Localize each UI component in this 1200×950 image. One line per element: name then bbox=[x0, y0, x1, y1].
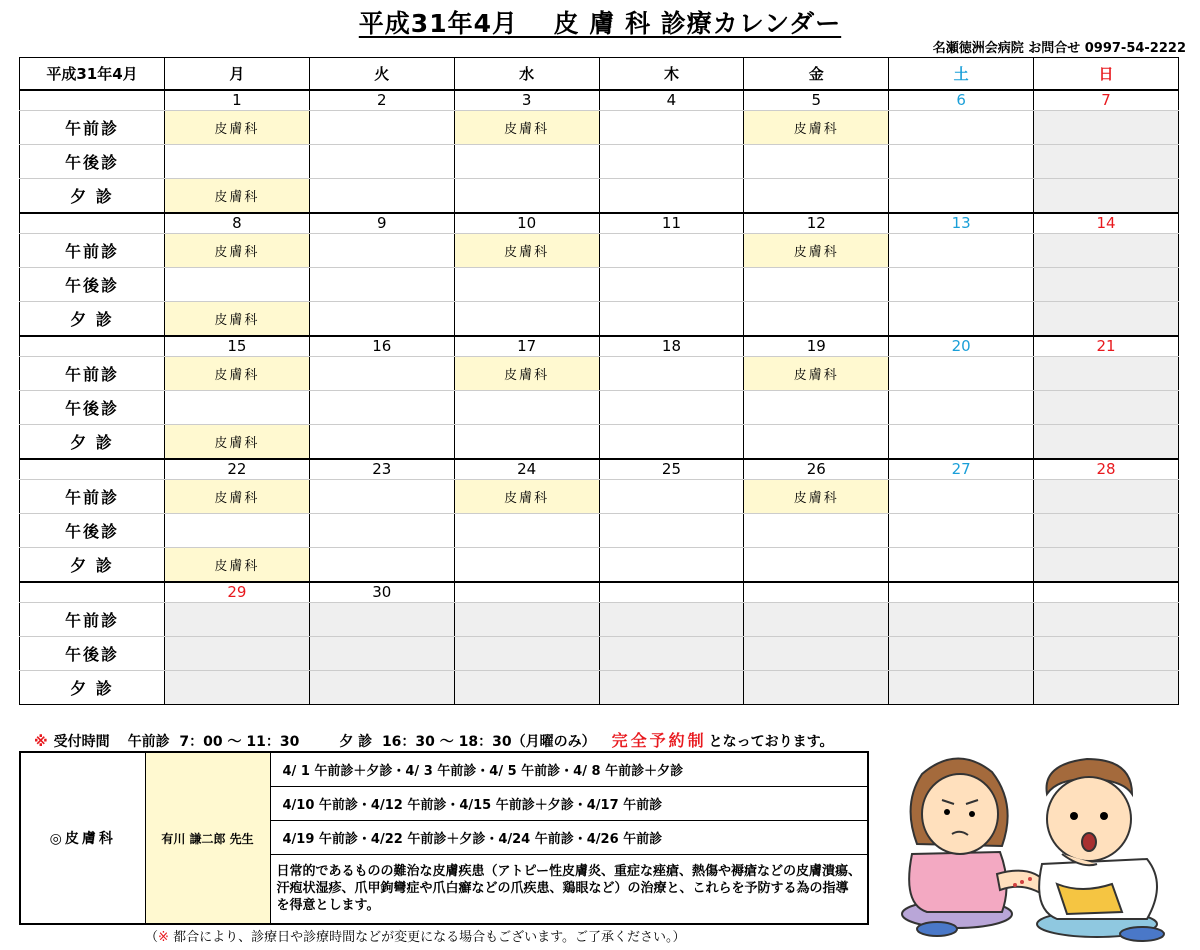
empty-cell bbox=[165, 391, 310, 425]
empty-cell bbox=[599, 145, 744, 179]
date-number bbox=[889, 582, 1034, 603]
empty-cell bbox=[309, 548, 454, 582]
clinic-open-cell: 皮膚科 bbox=[165, 548, 310, 582]
week-date-row bbox=[20, 90, 1179, 111]
date-number bbox=[599, 582, 744, 603]
closed-cell bbox=[454, 671, 599, 705]
clinic-open-cell: 皮膚科 bbox=[744, 111, 889, 145]
slot-row-morning bbox=[20, 111, 1179, 145]
session-label: 夕 診 bbox=[20, 425, 165, 459]
patients-illustration bbox=[882, 734, 1182, 944]
closed-cell bbox=[309, 671, 454, 705]
session-label: 午前診 bbox=[20, 111, 165, 145]
session-label: 午前診 bbox=[20, 603, 165, 637]
week-date-row bbox=[20, 582, 1179, 603]
row-label-blank bbox=[20, 582, 165, 603]
date-number: 19 bbox=[744, 336, 889, 357]
row-label-blank bbox=[20, 336, 165, 357]
clinic-open-cell: 皮膚科 bbox=[165, 179, 310, 213]
closed-cell bbox=[744, 603, 889, 637]
date-number: 26 bbox=[744, 459, 889, 480]
empty-cell bbox=[889, 302, 1034, 336]
empty-cell bbox=[165, 514, 310, 548]
slot-row-afternoon bbox=[20, 268, 1179, 302]
date-number: 20 bbox=[889, 336, 1034, 357]
session-label: 午後診 bbox=[20, 637, 165, 671]
empty-cell bbox=[889, 425, 1034, 459]
empty-cell bbox=[454, 145, 599, 179]
slot-row-evening bbox=[20, 179, 1179, 213]
date-number: 25 bbox=[599, 459, 744, 480]
calendar-header-row bbox=[20, 58, 1179, 90]
clinic-open-cell: 皮膚科 bbox=[454, 357, 599, 391]
empty-cell bbox=[599, 234, 744, 268]
slot-row-evening bbox=[20, 671, 1179, 705]
date-number: 1 bbox=[165, 90, 310, 111]
closed-cell bbox=[1034, 671, 1179, 705]
empty-cell bbox=[454, 425, 599, 459]
session-label: 夕 診 bbox=[20, 179, 165, 213]
slot-row-evening bbox=[20, 425, 1179, 459]
hours-tail: となっております。 bbox=[708, 734, 834, 750]
date-number: 7 bbox=[1034, 90, 1179, 111]
closed-cell bbox=[454, 637, 599, 671]
empty-cell bbox=[744, 514, 889, 548]
empty-cell bbox=[165, 268, 310, 302]
weekday-sat: 土 bbox=[889, 58, 1034, 90]
closed-cell bbox=[454, 603, 599, 637]
date-number: 2 bbox=[309, 90, 454, 111]
doctor-name: 有川 謙二郎 先生 bbox=[145, 752, 270, 924]
empty-cell bbox=[454, 268, 599, 302]
clinic-open-cell: 皮膚科 bbox=[454, 480, 599, 514]
empty-cell bbox=[889, 357, 1034, 391]
slot-row-evening bbox=[20, 302, 1179, 336]
empty-cell bbox=[744, 302, 889, 336]
note-mark: ※ bbox=[34, 734, 48, 750]
closed-cell bbox=[599, 637, 744, 671]
week-date-row bbox=[20, 459, 1179, 480]
slot-row-afternoon bbox=[20, 514, 1179, 548]
empty-cell bbox=[599, 480, 744, 514]
slot-row-morning bbox=[20, 480, 1179, 514]
empty-cell bbox=[744, 548, 889, 582]
empty-cell bbox=[599, 548, 744, 582]
hours-ev-label: 夕 診 bbox=[339, 734, 373, 750]
weekday-sun: 日 bbox=[1034, 58, 1179, 90]
date-number: 6 bbox=[889, 90, 1034, 111]
schedule-line: 4/ 1 午前診＋夕診・4/ 3 午前診・4/ 5 午前診・4/ 8 午前診＋夕診 bbox=[270, 752, 868, 786]
empty-cell bbox=[889, 234, 1034, 268]
empty-cell bbox=[599, 425, 744, 459]
date-number: 12 bbox=[744, 213, 889, 234]
closed-cell bbox=[1034, 145, 1179, 179]
closed-cell bbox=[165, 603, 310, 637]
slot-row-morning bbox=[20, 357, 1179, 391]
week-date-row bbox=[20, 336, 1179, 357]
page-title: 平成31年4月 皮 膚 科 診療カレンダー bbox=[358, 9, 842, 38]
empty-cell bbox=[889, 548, 1034, 582]
date-number: 11 bbox=[599, 213, 744, 234]
empty-cell bbox=[889, 145, 1034, 179]
weekday-tue: 火 bbox=[309, 58, 454, 90]
empty-cell bbox=[889, 111, 1034, 145]
clinic-open-cell: 皮膚科 bbox=[744, 357, 889, 391]
date-number bbox=[744, 582, 889, 603]
empty-cell bbox=[889, 268, 1034, 302]
woman-figure bbox=[902, 758, 1047, 936]
empty-cell bbox=[599, 302, 744, 336]
man-figure bbox=[1037, 759, 1164, 941]
closed-cell bbox=[1034, 179, 1179, 213]
empty-cell bbox=[744, 145, 889, 179]
schedule-line: 4/10 午前診・4/12 午前診・4/15 午前診＋夕診・4/17 午前診 bbox=[270, 786, 868, 820]
closed-cell bbox=[1034, 637, 1179, 671]
empty-cell bbox=[309, 425, 454, 459]
reservation-notice: 完全予約制 bbox=[611, 731, 707, 750]
closed-cell bbox=[1034, 111, 1179, 145]
date-number: 23 bbox=[309, 459, 454, 480]
empty-cell bbox=[309, 357, 454, 391]
date-number: 14 bbox=[1034, 213, 1179, 234]
date-number: 10 bbox=[454, 213, 599, 234]
clinic-open-cell: 皮膚科 bbox=[165, 425, 310, 459]
empty-cell bbox=[454, 302, 599, 336]
session-label: 午後診 bbox=[20, 268, 165, 302]
date-number bbox=[1034, 582, 1179, 603]
hours-label: 受付時間 bbox=[53, 734, 110, 750]
empty-cell bbox=[744, 179, 889, 213]
empty-cell bbox=[454, 179, 599, 213]
clinic-open-cell: 皮膚科 bbox=[165, 480, 310, 514]
closed-cell bbox=[1034, 234, 1179, 268]
closed-cell bbox=[165, 637, 310, 671]
clinic-open-cell: 皮膚科 bbox=[744, 480, 889, 514]
empty-cell bbox=[454, 391, 599, 425]
date-number: 22 bbox=[165, 459, 310, 480]
row-label-blank bbox=[20, 459, 165, 480]
empty-cell bbox=[309, 234, 454, 268]
weekday-thu: 木 bbox=[599, 58, 744, 90]
empty-cell bbox=[165, 145, 310, 179]
session-label: 午後診 bbox=[20, 514, 165, 548]
row-label-blank bbox=[20, 213, 165, 234]
closed-cell bbox=[1034, 548, 1179, 582]
empty-cell bbox=[599, 357, 744, 391]
closed-cell bbox=[1034, 268, 1179, 302]
week-date-row bbox=[20, 213, 1179, 234]
empty-cell bbox=[889, 391, 1034, 425]
date-number: 18 bbox=[599, 336, 744, 357]
empty-cell bbox=[454, 514, 599, 548]
date-number: 15 bbox=[165, 336, 310, 357]
clinic-open-cell: 皮膚科 bbox=[165, 234, 310, 268]
session-label: 午後診 bbox=[20, 145, 165, 179]
empty-cell bbox=[599, 268, 744, 302]
closed-cell bbox=[1034, 603, 1179, 637]
closed-cell bbox=[744, 637, 889, 671]
closed-cell bbox=[1034, 425, 1179, 459]
date-number: 24 bbox=[454, 459, 599, 480]
row-label-blank bbox=[20, 90, 165, 111]
date-number: 30 bbox=[309, 582, 454, 603]
empty-cell bbox=[889, 480, 1034, 514]
date-number: 16 bbox=[309, 336, 454, 357]
closed-cell bbox=[1034, 357, 1179, 391]
empty-cell bbox=[454, 548, 599, 582]
empty-cell bbox=[744, 425, 889, 459]
clinic-open-cell: 皮膚科 bbox=[454, 111, 599, 145]
empty-cell bbox=[309, 514, 454, 548]
session-label: 午前診 bbox=[20, 357, 165, 391]
weekday-mon: 月 bbox=[165, 58, 310, 90]
calendar-corner: 平成31年4月 bbox=[20, 58, 165, 90]
empty-cell bbox=[744, 391, 889, 425]
closed-cell bbox=[889, 637, 1034, 671]
date-number: 9 bbox=[309, 213, 454, 234]
clinic-open-cell: 皮膚科 bbox=[454, 234, 599, 268]
session-label: 午前診 bbox=[20, 480, 165, 514]
closed-cell bbox=[1034, 391, 1179, 425]
contact-info: 名瀬徳洲会病院 お問合せ 0997-54-2222 bbox=[932, 41, 1186, 56]
session-label: 午後診 bbox=[20, 391, 165, 425]
date-number: 28 bbox=[1034, 459, 1179, 480]
date-number: 13 bbox=[889, 213, 1034, 234]
closed-cell bbox=[599, 603, 744, 637]
date-number: 27 bbox=[889, 459, 1034, 480]
empty-cell bbox=[599, 179, 744, 213]
closed-cell bbox=[599, 671, 744, 705]
session-label: 午前診 bbox=[20, 234, 165, 268]
empty-cell bbox=[309, 391, 454, 425]
empty-cell bbox=[309, 145, 454, 179]
date-number: 17 bbox=[454, 336, 599, 357]
slot-row-afternoon bbox=[20, 637, 1179, 671]
empty-cell bbox=[309, 179, 454, 213]
hours-ev-time: 16：30 〜 18：30（月曜のみ） bbox=[381, 734, 596, 750]
closed-cell bbox=[744, 671, 889, 705]
slot-row-morning bbox=[20, 603, 1179, 637]
doctor-info-table bbox=[19, 751, 869, 925]
closed-cell bbox=[309, 603, 454, 637]
slot-row-morning bbox=[20, 234, 1179, 268]
session-label: 夕 診 bbox=[20, 302, 165, 336]
date-number: 29 bbox=[165, 582, 310, 603]
empty-cell bbox=[599, 514, 744, 548]
clinic-open-cell: 皮膚科 bbox=[165, 302, 310, 336]
closed-cell bbox=[889, 671, 1034, 705]
empty-cell bbox=[309, 268, 454, 302]
slot-row-afternoon bbox=[20, 145, 1179, 179]
hours-am-label: 午前診 bbox=[127, 734, 170, 750]
closed-cell bbox=[1034, 480, 1179, 514]
empty-cell bbox=[889, 179, 1034, 213]
weekday-wed: 水 bbox=[454, 58, 599, 90]
date-number bbox=[454, 582, 599, 603]
clinic-open-cell: 皮膚科 bbox=[165, 111, 310, 145]
closed-cell bbox=[1034, 514, 1179, 548]
note-mark: ※ bbox=[158, 930, 169, 945]
schedule-line: 4/19 午前診・4/22 午前診＋夕診・4/24 午前診・4/26 午前診 bbox=[270, 820, 868, 854]
empty-cell bbox=[309, 302, 454, 336]
weekday-fri: 金 bbox=[744, 58, 889, 90]
empty-cell bbox=[309, 111, 454, 145]
closed-cell bbox=[165, 671, 310, 705]
change-notice: （※ 都合により、診療日や診療時間などが変更になる場合もございます。ご了承ください。） bbox=[145, 930, 686, 945]
date-number: 5 bbox=[744, 90, 889, 111]
date-number: 21 bbox=[1034, 336, 1179, 357]
slot-row-afternoon bbox=[20, 391, 1179, 425]
reception-hours bbox=[34, 728, 834, 751]
date-number: 3 bbox=[454, 90, 599, 111]
date-number: 4 bbox=[599, 90, 744, 111]
specialty-description: 日常的であるものの難治な皮膚疾患（アトピー性皮膚炎、重症な痤瘡、熱傷や褥瘡などの皮膚潰瘍、汗疱状湿疹、爪甲鉤彎症や爪白癬などの爪疾患、鶏眼など）の治療と、これらを予防する為の指導を得意とします。 bbox=[270, 854, 868, 924]
empty-cell bbox=[889, 514, 1034, 548]
slot-row-evening bbox=[20, 548, 1179, 582]
session-label: 夕 診 bbox=[20, 671, 165, 705]
closed-cell bbox=[889, 603, 1034, 637]
clinic-open-cell: 皮膚科 bbox=[165, 357, 310, 391]
clinic-calendar bbox=[19, 57, 1179, 705]
closed-cell bbox=[1034, 302, 1179, 336]
session-label: 夕 診 bbox=[20, 548, 165, 582]
empty-cell bbox=[744, 268, 889, 302]
hours-am-time: 7：00 〜 11：30 bbox=[179, 734, 300, 750]
date-number: 8 bbox=[165, 213, 310, 234]
closed-cell bbox=[309, 637, 454, 671]
empty-cell bbox=[599, 111, 744, 145]
clinic-open-cell: 皮膚科 bbox=[744, 234, 889, 268]
empty-cell bbox=[599, 391, 744, 425]
empty-cell bbox=[309, 480, 454, 514]
department-name: ◎皮膚科 bbox=[20, 752, 145, 924]
